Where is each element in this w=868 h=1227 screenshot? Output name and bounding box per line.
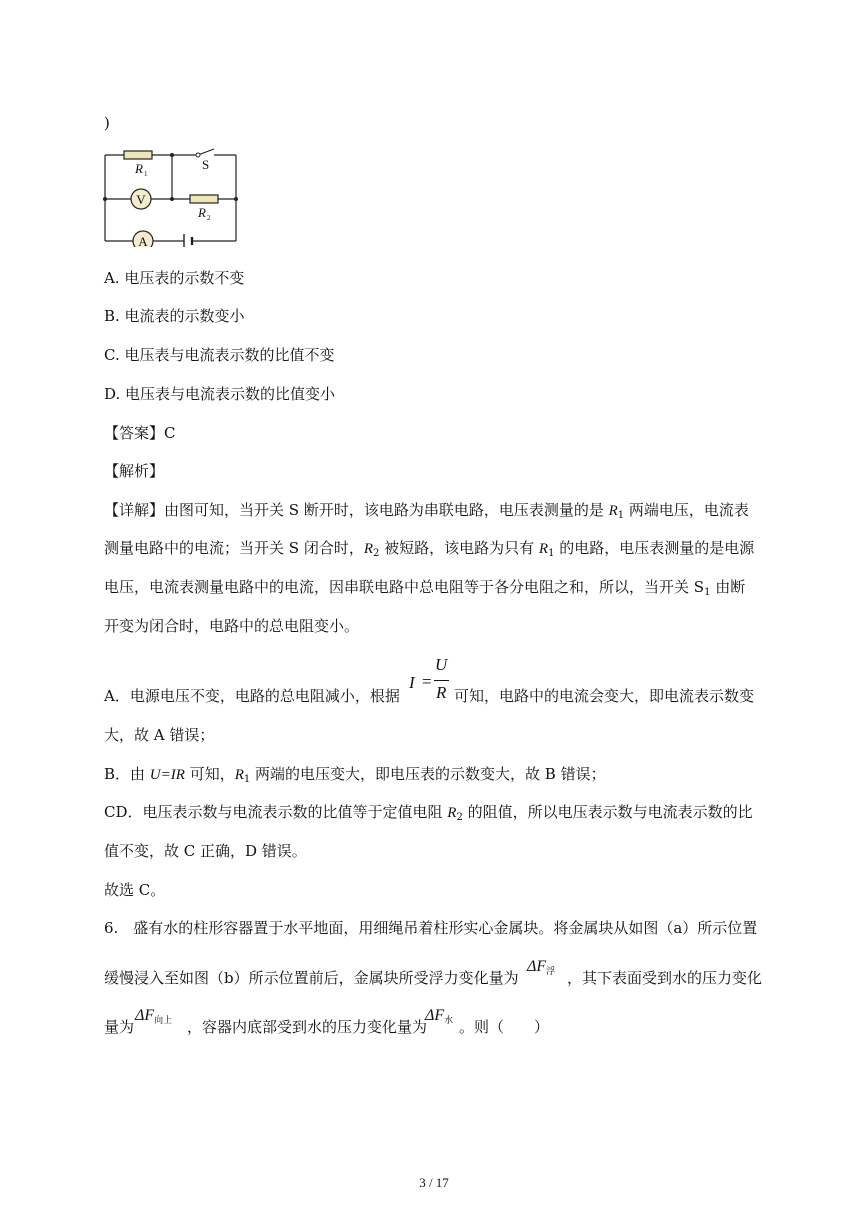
q6-line-2-left: 缓慢浸入至如图（b）所示位置前后，金属块所受浮力变化量为 [104,969,519,987]
q6-line-3-right: 。则（ ） [459,1018,550,1036]
delta-f-buoyancy: $\Delta F_浮$ [527,958,556,976]
question-tail-paren: ) [104,114,110,132]
option-b: B. 电流表的示数变小 [104,307,245,325]
detail-line-4: 开变为闭合时，电路中的总电阻变小。 [104,617,360,635]
formula-equals: = [422,672,432,691]
resistor-r2 [190,195,218,203]
page-number: 3 / 17 [419,1175,449,1190]
switch-pivot [196,153,200,157]
analysis-title: 【解析】 [104,462,165,480]
para-b: B．由 U=IR 可知，$R_1$ 两端的电压变大，即电压表的示数变大，故 B 错误； [104,765,606,785]
q6-line-3-middle: ，容器内底部受到水的压力变化量为 [187,1018,428,1036]
formula-i: I [409,673,415,692]
resistor-r1 [124,151,152,159]
circuit-diagram [102,147,242,247]
ammeter-label: A [138,234,148,247]
para-a-line-2: 大，故 A 错误； [104,726,215,744]
voltmeter-label: V [136,192,146,207]
option-c: C. 电压表与电流表示数的比值不变 [104,346,335,364]
r2-label: R [198,205,206,220]
detail-line-2: 测量电路中的电流；当开关 S 闭合时，$R_2$ 被短路，该电路为只有 $R_1$ 的电路，电压表测量的是电源 [104,539,755,559]
q6-line-2-right: ，其下表面受到水的压力变化 [567,969,763,987]
para-cd-line-2: 值不变，故 C 正确，D 错误。 [104,842,307,860]
r1-label: R [135,161,143,176]
detail-line-3: 电压，电流表测量电路中的电流，因串联电路中总电阻等于各分电阻之和，所以，当开关 $S_1$ 由断 [104,578,746,598]
answer-line: 【答案】C [104,424,176,442]
q6-line-3-left: 量为 [104,1018,135,1036]
para-a-line-1-right: 可知，电路中的电流会变大，即电流表示数变 [454,687,755,705]
r2-subscript: 2 [207,214,211,222]
conclusion: 故选 C。 [104,881,166,899]
fraction-bar [434,680,449,681]
junction-dot [234,197,238,201]
formula-numerator-u: U [435,655,448,674]
junction-dot [170,197,174,201]
para-cd-line-1: CD．电压表示数与电流表示数的比值等于定值电阻 $R_2$ 的阻值，所以电压表示数与电流表示数的比 [104,803,753,823]
switch-label: S [202,157,210,172]
delta-f-upward: $\Delta F_{向上}$ [135,1007,173,1025]
option-d: D. 电压表与电流表示数的比值变小 [104,385,336,403]
delta-f-water: $\Delta F_水$ [425,1007,454,1025]
r1-subscript: 1 [144,170,148,178]
junction-dot [170,153,174,157]
detail-line-1: 【详解】由图可知，当开关 S 断开时，该电路为串联电路，电压表测量的是 $R_1$ 两端电压，电流表 [104,501,749,521]
formula-denominator-r: R [436,683,447,702]
option-a: A. 电压表的示数不变 [104,269,245,287]
para-a-line-1-left: A．电源电压不变，电路的总电阻减小，根据 [104,687,400,705]
q6-line-1: 6. 盛有水的柱形容器置于水平地面，用细绳吊着柱形实心金属块。将金属块从如图（a）所示位置 [104,919,758,937]
junction-dot [103,197,107,201]
